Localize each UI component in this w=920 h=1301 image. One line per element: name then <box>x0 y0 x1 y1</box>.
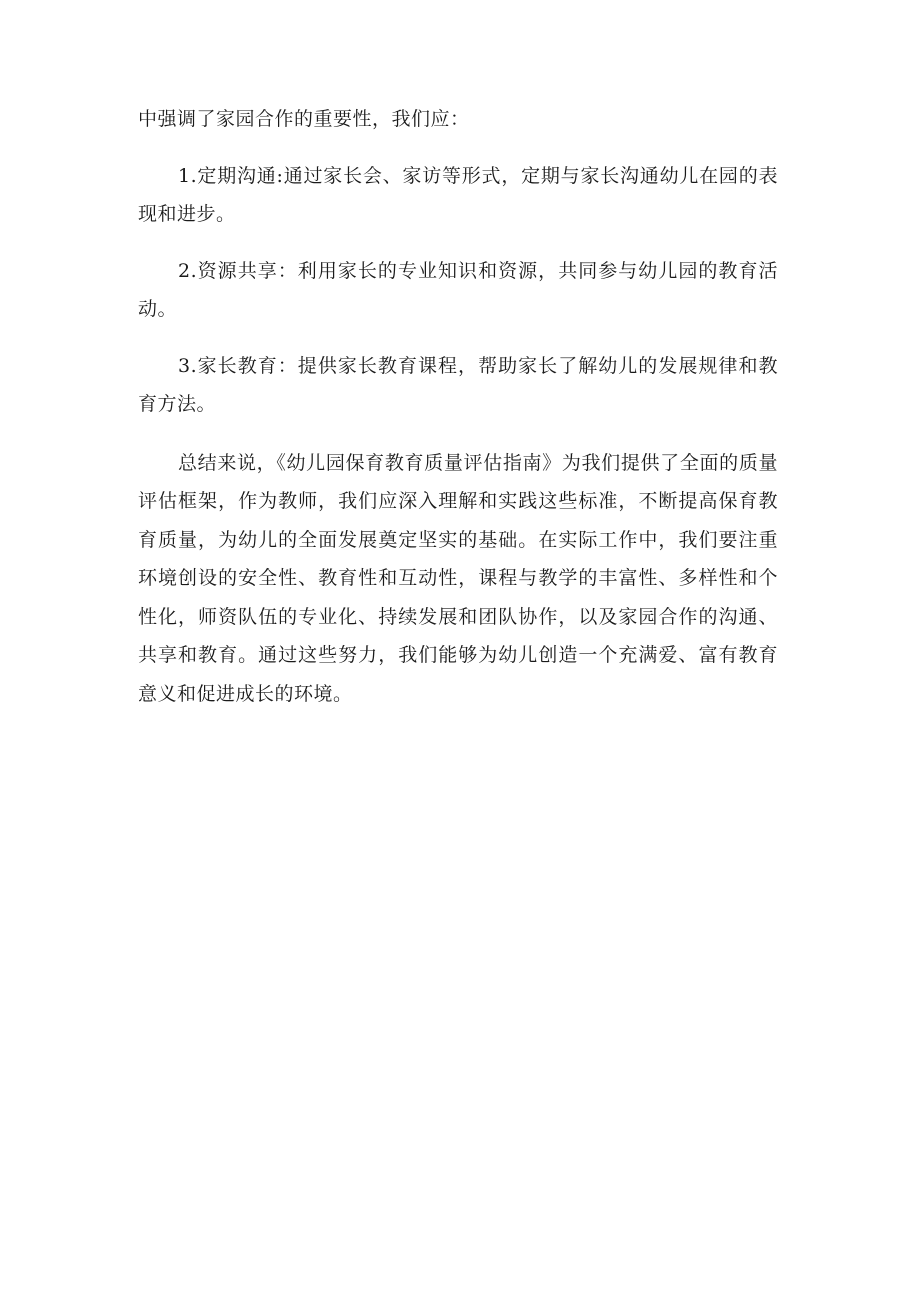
list-item-parent-education: 3.家长教育：提供家长教育课程，帮助家长了解幼儿的发展规律和教育方法。 <box>138 354 778 415</box>
intro-paragraph: 中强调了家园合作的重要性，我们应： <box>138 108 470 130</box>
document-body <box>138 100 778 713</box>
list-item-resource-sharing: 2.资源共享：利用家长的专业知识和资源，共同参与幼儿园的教育活动。 <box>138 259 778 320</box>
list-item-regular-communication: 1.定期沟通:通过家长会、家访等形式，定期与家长沟通幼儿在园的表现和进步。 <box>138 164 778 225</box>
summary-paragraph: 总结来说，《幼儿园保育教育质量评估指南》为我们提供了全面的质量评估框架，作为教师，我们应深入理解和实践这些标准，不断提高保育教育质量，为幼儿的全面发展奠定坚实的基础。在实际工作中，我们要注重环境创设的安全性、教育性和互动性，课程与教学的丰富性、多样性和个性化，师资队伍的专业化、持续发展和团队协作，以及家园合作的沟通、共享和教育。通过这些努力，我们能够为幼儿创造一个充满爱、富有教育意义和促进成长的环境。 <box>138 451 778 705</box>
